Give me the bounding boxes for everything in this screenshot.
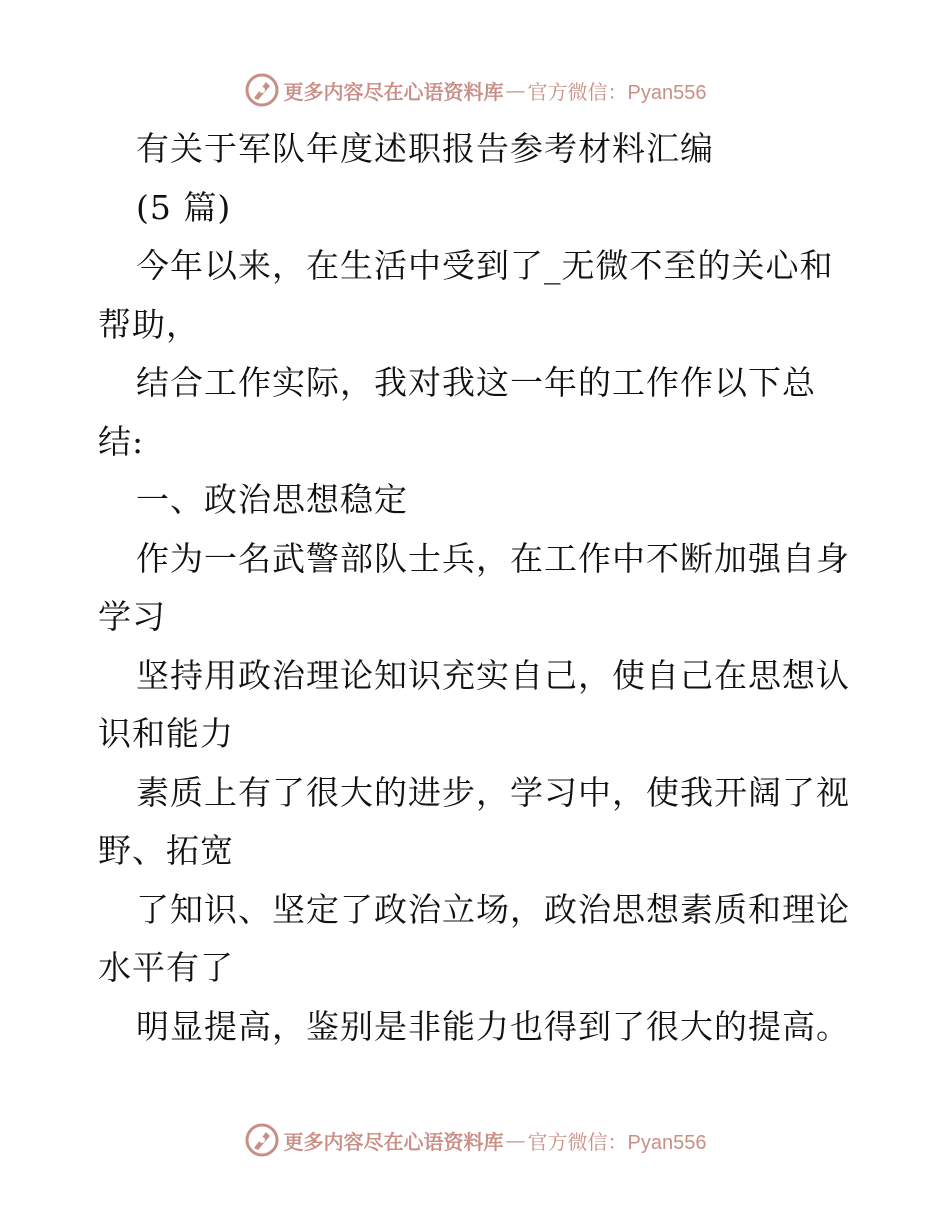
paragraph-line: 了知识、坚定了政治立场，政治思想素质和理论 — [136, 889, 850, 929]
watermark-text: 更多内容尽在心语资料库 — [283, 79, 504, 104]
paragraph-line: 结: — [98, 421, 145, 461]
document-body — [98, 120, 858, 1056]
document-title: 有关于军队年度述职报告参考材料汇编 — [136, 129, 714, 168]
paragraph-line: 今年以来，在生活中受到了_无微不至的关心和 — [136, 246, 834, 285]
paragraph-line: 野、拓宽 — [98, 831, 234, 870]
header-watermark — [0, 70, 950, 110]
section-heading: 一、政治思想稳定 — [136, 480, 408, 519]
watermark-separator: — — [505, 1128, 526, 1152]
watermark-text: 更多内容尽在心语资料库 — [283, 1129, 504, 1154]
paragraph-line: 结合工作实际，我对我这一年的工作作以下总 — [136, 363, 816, 402]
pen-logo-icon — [244, 72, 280, 108]
paragraph-line: 素质上有了很大的进步，学习中，使我开阔了视 — [136, 772, 850, 812]
watermark-separator: — — [505, 78, 526, 102]
paragraph-line: 识和能力 — [98, 714, 234, 753]
paragraph-line: 水平有了 — [98, 948, 234, 987]
paragraph-line: 学习 — [98, 597, 166, 636]
pen-logo-icon — [244, 1122, 280, 1158]
watermark-handle: 官方微信：Pyan556 — [527, 81, 707, 104]
paragraph-line: 坚持用政治理论知识充实自己，使自己在思想认 — [136, 655, 850, 695]
document-subtitle: (5 篇) — [136, 187, 232, 227]
paragraph-line: 明显提高，鉴别是非能力也得到了很大的提高。 — [136, 1006, 850, 1046]
watermark-handle: 官方微信：Pyan556 — [527, 1131, 707, 1154]
footer-watermark — [0, 1120, 950, 1160]
paragraph-line: 作为一名武警部队士兵，在工作中不断加强自身 — [136, 538, 850, 578]
paragraph-line: 帮助， — [98, 304, 200, 344]
